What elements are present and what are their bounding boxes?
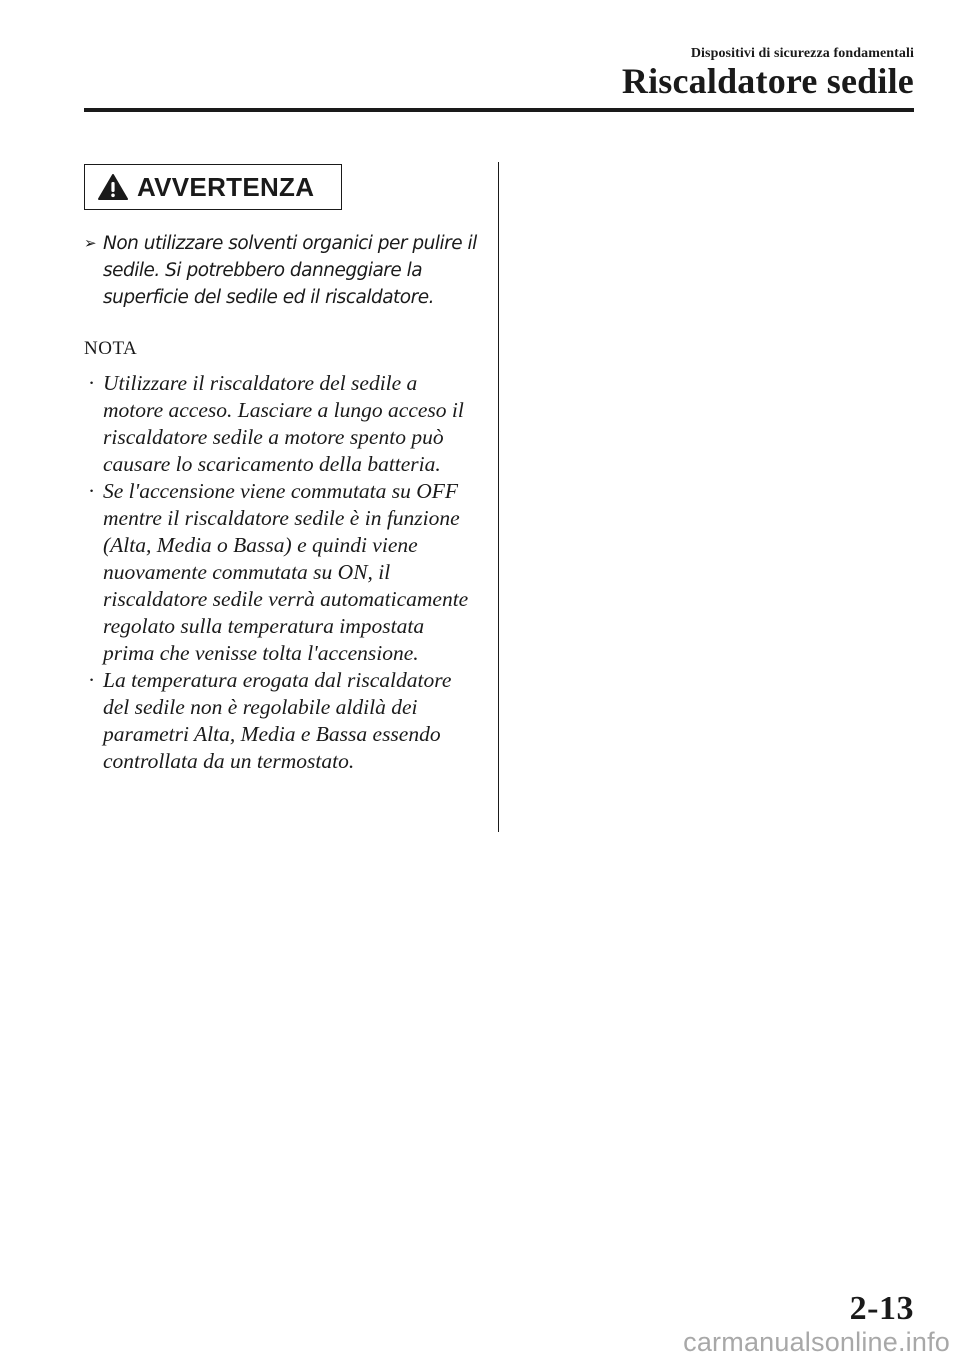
column-divider <box>498 162 499 832</box>
warning-triangle-icon <box>97 173 129 201</box>
warning-label: AVVERTENZA <box>137 171 315 202</box>
note-list <box>84 370 479 775</box>
note-item <box>84 667 479 775</box>
section-heading: Dispositivi di sicurezza fondamentali <box>690 46 914 61</box>
note-item-text: Se l'accensione viene commutata su OFF mentre il riscaldatore sedile è in funzione (Alta, Media o Bassa) e quindi viene nuovamente commutata su ON, il riscaldatore sedile verrà automaticamente regolato sulla temperatura impostata prima che venisse tolta l'accensione. <box>103 479 469 665</box>
note-bullet: · <box>88 479 96 503</box>
note-item <box>84 478 479 667</box>
watermark: carmanualsonline.info <box>683 1327 950 1357</box>
warning-item-text: Non utilizzare solventi organici per pulire il sedile. Si potrebbero danneggiare la superficie del sedile ed il riscaldatore. <box>103 233 477 308</box>
warning-item <box>84 230 484 311</box>
warning-box <box>84 164 342 210</box>
note-item-text: La temperatura erogata dal riscaldatore del sedile non è regolabile aldilà dei parametri Alta, Media e Bassa essendo controllata da un termostato. <box>103 668 452 773</box>
page-number: 2-13 <box>849 1290 914 1327</box>
note-item <box>84 370 479 478</box>
note-bullet: · <box>88 371 96 395</box>
note-item-text: Utilizzare il riscaldatore del sedile a motore acceso. Lasciare a lungo acceso il riscaldatore sedile a motore spento può causare lo scaricamento della batteria. <box>103 371 464 476</box>
header-rule <box>84 108 914 112</box>
note-title: NOTA <box>84 338 138 359</box>
warning-item-bullet: ➢ <box>84 234 97 252</box>
note-bullet: · <box>88 668 96 692</box>
page-title: Riscaldatore sedile <box>621 61 914 101</box>
